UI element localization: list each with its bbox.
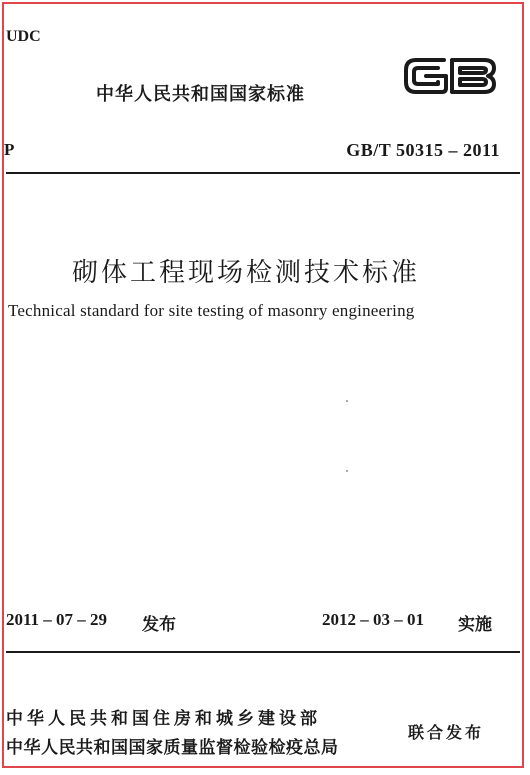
- header-divider: [6, 172, 520, 174]
- gb-logo-icon: [402, 52, 498, 100]
- page-frame: [2, 2, 524, 768]
- implementation-label: 实施: [458, 615, 492, 635]
- standard-category-heading: 中华人民共和国国家标准: [96, 84, 305, 105]
- udc-label: UDC: [6, 28, 41, 45]
- title-english: Technical standard for site testing of masonry engineering: [8, 301, 415, 320]
- print-speck: [346, 400, 348, 402]
- footer-divider: [6, 651, 520, 653]
- issue-label: 发布: [142, 615, 176, 635]
- issuer-quality-supervision: 中华人民共和国国家质量监督检验检疫总局: [6, 738, 339, 758]
- print-speck: [346, 470, 348, 472]
- implementation-date: 2012 – 03 – 01: [322, 610, 424, 629]
- joint-issue-label: 联合发布: [408, 723, 485, 742]
- title-chinese: 砌体工程现场检测技术标准: [72, 258, 421, 288]
- issuer-ministry-housing: 中华人民共和国住房和城乡建设部: [6, 709, 321, 729]
- standard-code: GB/T 50315 – 2011: [346, 140, 500, 160]
- classification-mark: P: [4, 140, 15, 159]
- issue-date: 2011 – 07 – 29: [6, 610, 108, 629]
